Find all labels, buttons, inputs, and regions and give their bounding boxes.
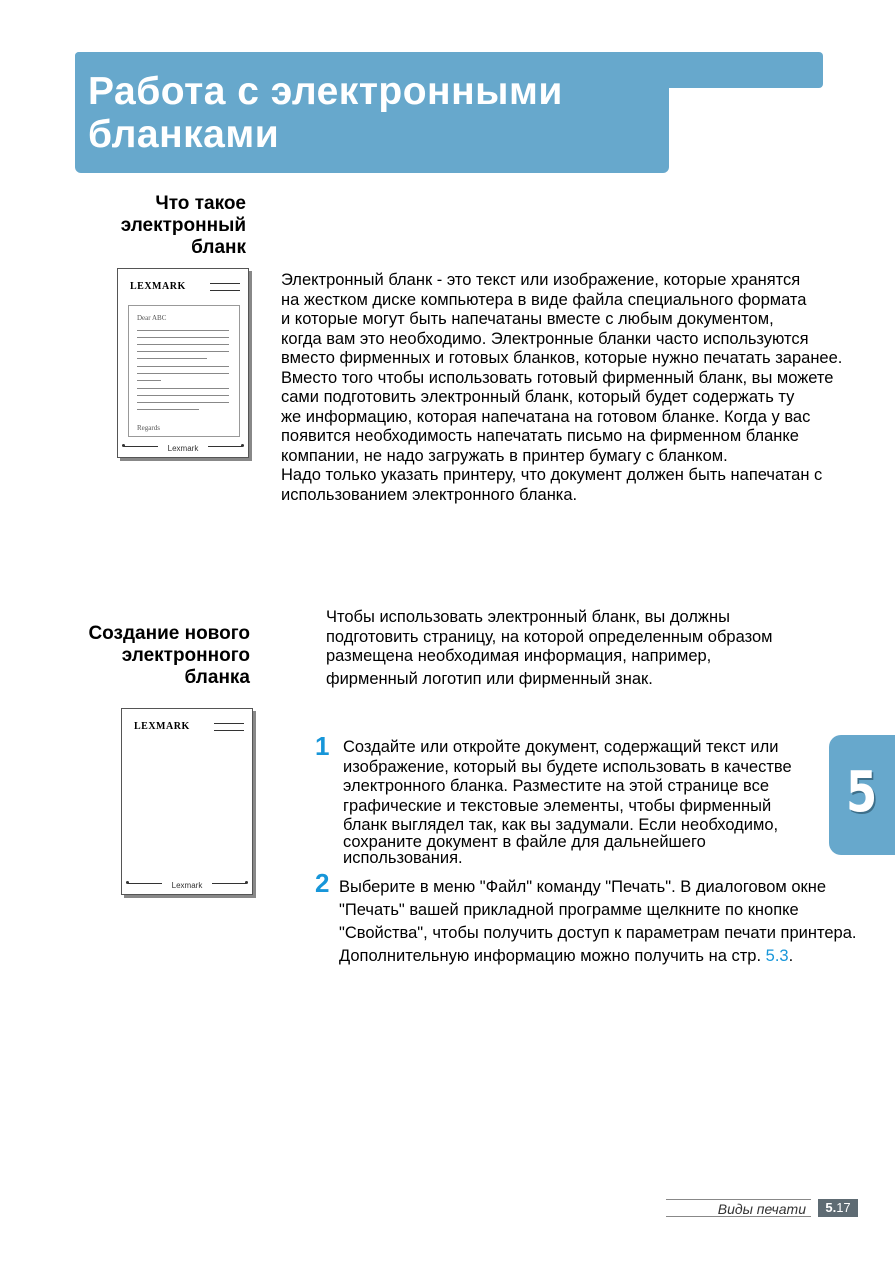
text-line: [137, 402, 229, 403]
step-number: 2: [315, 868, 330, 898]
paragraph-line: вместо фирменных и готовых бланков, которые нужно печатать заранее.: [281, 349, 843, 367]
text-line: [137, 409, 199, 410]
page-number: 17: [836, 1200, 851, 1215]
text-line: [137, 380, 161, 381]
step-line: [339, 945, 889, 968]
logo-decoration: [214, 723, 244, 731]
text-line: [137, 366, 229, 367]
section-heading-line: бланк: [191, 237, 246, 258]
paragraph-line: и которые могут быть напечатаны вместе с любым документом,: [281, 310, 774, 328]
step-2-text: [339, 876, 889, 968]
text-line: [137, 351, 229, 352]
step-line: графические и текстовые элементы, чтобы фирменный: [343, 796, 772, 815]
page-title: [88, 70, 658, 156]
lexmark-logo: LEXMARK: [130, 281, 186, 292]
paragraph-line: размещена необходимая информация, например,: [326, 647, 712, 665]
page-number-badge: [818, 1199, 858, 1217]
chapter-number: 5: [846, 760, 878, 825]
text-line: [137, 344, 229, 345]
paragraph-line: появится необходимость напечатать письмо на фирменном бланке: [281, 427, 799, 445]
footer-section-name: Виды печати: [717, 1201, 806, 1217]
paragraph-line: компании, не надо загружать в принтер бумагу с бланком.: [281, 446, 728, 465]
paragraph-line: Электронный бланк - это текст или изображение, которые хранятся: [281, 271, 801, 289]
section-heading-line: электронного: [121, 645, 250, 666]
paragraph-line: использованием электронного бланка.: [281, 485, 578, 504]
step-line: использования.: [343, 849, 463, 867]
text-line: [137, 373, 229, 374]
section-heading-line: Создание нового: [88, 623, 250, 644]
paragraph-line: же информацию, которая напечатана на готовом бланке. Когда у вас: [281, 407, 811, 426]
thumbnail-footer-rule: [124, 446, 242, 447]
section-heading-what-is: [60, 193, 246, 259]
thumbnail-footer-label: Lexmark: [167, 444, 199, 453]
paragraph-line: Надо только указать принтеру, что документ должен быть напечатан с: [281, 466, 823, 484]
paragraph-line: сами подготовить электронный бланк, который будет содержать ту: [281, 388, 795, 406]
paragraph-line: фирменный логотип или фирменный знак.: [326, 669, 653, 688]
step-line-end: .: [788, 947, 794, 965]
step-line: "Печать" вашей прикладной программе щелкните по кнопке: [339, 901, 799, 919]
blank-letterhead-image: [121, 708, 253, 895]
step-line: сохраните документ в файле для дальнейшего: [343, 832, 706, 851]
letter-closing: Regards: [137, 424, 160, 432]
step-line: изображение, который вы будете использовать в качестве: [343, 757, 792, 776]
step-number: 1: [315, 731, 330, 761]
paragraph-line: Чтобы использовать электронный бланк, вы должны: [326, 608, 730, 626]
paragraph-line: Вместо того чтобы использовать готовый фирменный бланк, вы можете: [281, 368, 834, 387]
paragraph-line: когда вам это необходимо. Электронные бланки часто используются: [281, 329, 809, 348]
step-1-text: [343, 738, 828, 869]
section-heading-line: бланка: [184, 667, 250, 688]
paragraph-line: на жестком диске компьютера в виде файла специального формата: [281, 290, 807, 309]
section-heading-line: электронный: [120, 215, 246, 236]
step-line: Создайте или откройте документ, содержащий текст или: [343, 738, 779, 756]
section-heading-line: Что такое: [155, 193, 246, 214]
text-line: [137, 330, 229, 331]
page-title-line1: Работа с электронными: [88, 70, 563, 113]
step-line: "Свойства", чтобы получить доступ к параметрам печати принтера.: [339, 924, 857, 942]
logo-decoration: [210, 283, 240, 291]
step-line: электронного бланка. Разместите на этой странице все: [343, 777, 770, 795]
step-line: Выберите в меню "Файл" команду "Печать". В диалоговом окне: [339, 878, 827, 896]
text-line: [137, 358, 207, 359]
page-reference-link[interactable]: 5.3: [765, 947, 789, 965]
page-chapter: 5.: [825, 1200, 837, 1215]
text-line: [137, 395, 229, 396]
page-title-line2: бланками: [88, 113, 280, 156]
footer-rule: [666, 1216, 811, 1217]
letter-body-frame: [128, 305, 240, 437]
text-line: [137, 388, 229, 389]
paragraph-line: подготовить страницу, на которой определенным образом: [326, 627, 773, 646]
thumbnail-footer-rule: [128, 883, 246, 884]
thumbnail-footer-label: Lexmark: [171, 881, 203, 890]
section2-intro: [326, 608, 826, 689]
section1-paragraph: [281, 271, 881, 505]
lexmark-logo: LEXMARK: [134, 721, 190, 732]
text-line: [137, 337, 229, 338]
letterhead-sample-image: [117, 268, 249, 458]
letter-greeting: Dear ABC: [137, 314, 167, 322]
footer-rule: [666, 1199, 811, 1200]
step-line-text: Дополнительную информацию можно получить на стр.: [339, 947, 766, 965]
section-heading-create-new: [50, 623, 250, 689]
step-line: бланк выглядел так, как вы задумали. Если необходимо,: [343, 816, 779, 834]
